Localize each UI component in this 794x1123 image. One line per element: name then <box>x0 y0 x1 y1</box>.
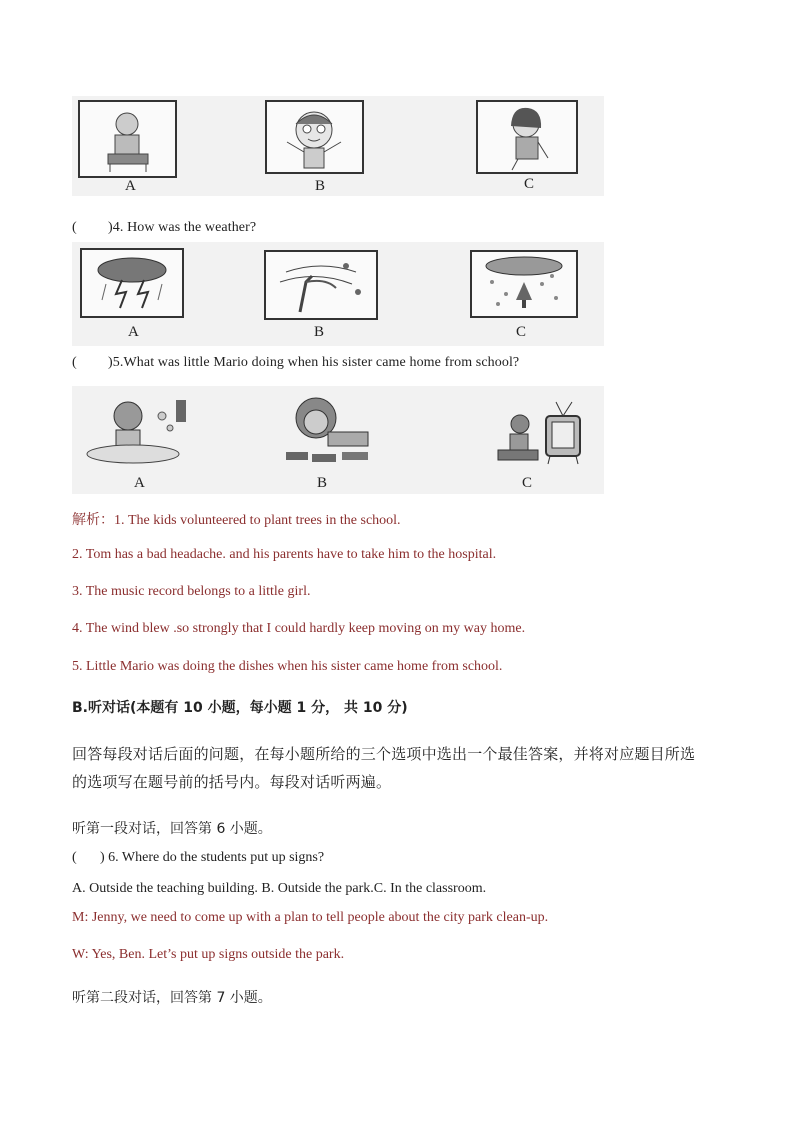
analysis-item-5: 5. Little Mario was doing the dishes when his sister came home from school. <box>72 659 503 674</box>
picture-boy <box>265 100 364 174</box>
analysis-item-2: 2. Tom has a bad headache. and his parents have to take him to the hospital. <box>72 547 497 562</box>
picture-snowy <box>470 250 578 318</box>
instructions-line-1: 回答每段对话后面的问题，在每小题所给的三个选项中选出一个最佳答案，并将对应题目所选 <box>72 745 696 763</box>
answer-paren-open[interactable]: ( <box>72 355 77 370</box>
instructions-line-2: 的选项写在题号前的括号内。每段对话听两遍。 <box>72 773 392 791</box>
dialogue-2-intro: 听第二段对话，回答第 7 小题。 <box>72 990 272 1006</box>
analysis-item-1: 1. The kids volunteered to plant trees in the school. <box>114 513 401 528</box>
option-a-label: A <box>128 324 139 340</box>
picture-strip-q5 <box>72 386 604 494</box>
question-6 <box>72 850 324 866</box>
picture-thunderstorm <box>80 248 184 318</box>
analysis-line-1 <box>72 509 401 529</box>
option-b-label: B <box>314 324 325 340</box>
option-c-label: C <box>516 324 527 340</box>
picture-old-man <box>78 100 177 178</box>
analysis-item-3: 3. The music record belongs to a little girl. <box>72 584 311 599</box>
picture-washing-dishes <box>78 392 198 466</box>
dialogue-1-intro: 听第一段对话，回答第 6 小题。 <box>72 821 272 837</box>
question-4 <box>72 220 256 236</box>
transcript-w: W: Yes, Ben. Let’s put up signs outside the park. <box>72 947 345 962</box>
option-c-label: C <box>524 176 535 192</box>
question-4-text: 4. How was the weather? <box>112 220 257 235</box>
question-5 <box>72 355 519 371</box>
answer-paren-open[interactable]: ( <box>72 850 77 865</box>
option-b-label: B <box>317 475 328 491</box>
transcript-m: M: Jenny, we need to come up with a plan to tell people about the city park clean-up. <box>72 910 549 925</box>
picture-strip-prev <box>72 96 604 196</box>
analysis-label: 解析： <box>72 512 114 528</box>
answer-paren-close: ) <box>108 355 113 370</box>
picture-windy <box>264 250 378 320</box>
option-a-label: A <box>125 178 136 194</box>
option-a-label: A <box>134 475 145 491</box>
answer-paren-open[interactable]: ( <box>72 220 77 235</box>
answer-paren-close: ) <box>108 220 113 235</box>
analysis-item-4: 4. The wind blew .so strongly that I could hardly keep moving on my way home. <box>72 621 526 636</box>
section-b-heading: B.听对话(本题有 10 小题，每小题 1 分， 共 10 分) <box>72 700 408 716</box>
question-5-text: 5.What was little Mario doing when his sister came home from school? <box>112 355 520 370</box>
picture-girl <box>476 100 578 174</box>
question-6-text: ) 6. Where do the students put up signs? <box>100 850 325 865</box>
option-b-label: B <box>315 178 326 194</box>
option-c-label: C <box>522 475 533 491</box>
picture-playing-cars <box>272 392 382 470</box>
question-6-options: A. Outside the teaching building. B. Outside the park.C. In the classroom. <box>72 881 487 896</box>
picture-strip-q4 <box>72 242 604 346</box>
picture-watching-tv <box>468 392 598 474</box>
